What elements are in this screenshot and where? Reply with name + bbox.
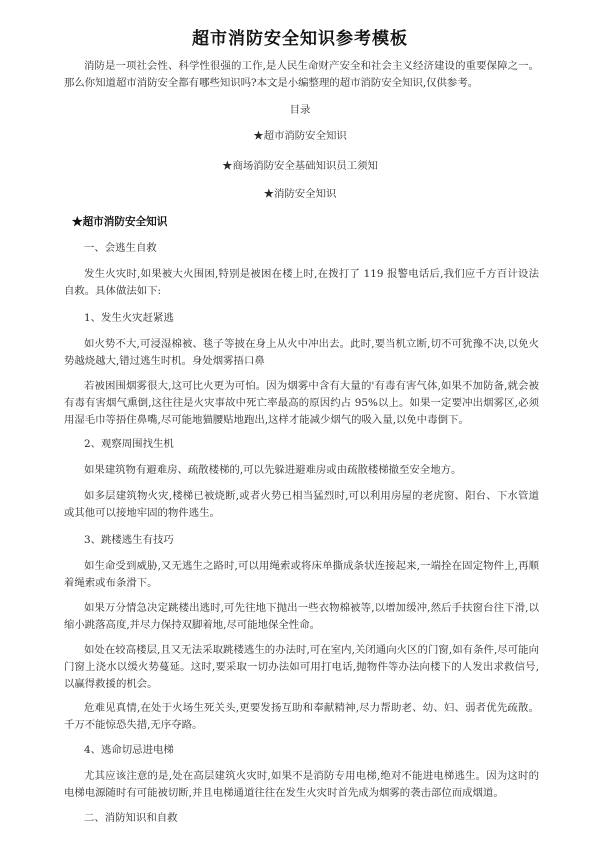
toc-item-3[interactable]: ★消防安全知识 xyxy=(263,188,337,200)
paragraph-1: 发生火灾时,如果被大火围困,特别是被困在楼上时,在拨打了 119 报警电话后,我们应千方百计设法自救。具体做法如下: xyxy=(64,268,539,297)
paragraph-8: 如处在较高楼层,且又无法采取跳楼逃生的办法时,可在室内,关闭通向火区的门窗,如有条件,尽可能向门窗上浇水以缓火势蔓延。这时,要采取一切办法如可用打电话,抛物件等办法向楼下的人发出求救信号,以赢得救援的机会。 xyxy=(64,644,539,690)
paragraph-6: 如生命受到威胁,又无逃生之路时,可以用绳索或将床单撕成条状连接起来,一端拴在固定物件上,再顺着绳索或布条滑下。 xyxy=(64,560,539,589)
heading-escape-quickly: 1、发生火灾赶紧逃 xyxy=(84,312,174,324)
heading-no-elevator: 4、逃命切忌进电梯 xyxy=(84,744,174,756)
paragraph-2: 如火势不大,可浸湿棉被、毯子等披在身上从火中冲出去。此时,要当机立断,切不可犹豫不决,以免火势越烧越大,错过逃生时机。身处烟雾捂口鼻 xyxy=(64,338,539,367)
paragraph-5: 如多层建筑物火灾,楼梯已被烧断,或者火势已相当猛烈时,可以利用房屋的老虎窗、阳台、下水管道或其他可以接地牢固的物件逃生。 xyxy=(64,490,539,519)
paragraph-3: 若被困围烟雾很大,这可比火更为可怕。因为烟雾中含有大量的'有毒有害气体,如果不加防备,就会被有毒有害烟气熏倒,这往往是火灾事故中死亡率最高的原因约占 95%以上。如果一定要冲出烟雾区,必须用湿毛巾等捂住鼻嘴,尽可能地猫腰贴地跑出,这样才能减少烟气的吸入量,以免中毒倒下。 xyxy=(64,380,539,426)
intro-paragraph: 消防是一项社会性、科学性很强的工作,是人民生命财产安全和社会主义经济建设的重要保障之一。那么你知道超市消防安全都有哪些知识吗?本文是小编整理的超市消防安全知识,仅供参考。 xyxy=(64,60,539,89)
toc-item-1[interactable]: ★超市消防安全知识 xyxy=(253,130,347,142)
toc-item-2[interactable]: ★商场消防安全基础知识员工须知 xyxy=(222,160,378,172)
paragraph-10: 尤其应该注意的是,处在高层建筑火灾时,如果不是消防专用电梯,绝对不能进电梯逃生。因为这时的电梯电源随时有可能被切断,并且电梯通道往往在发生火灾时首先成为烟雾的袭击部位而成烟道。 xyxy=(64,770,539,799)
heading-jump-technique: 3、跳楼逃生有技巧 xyxy=(84,534,174,546)
toc-heading: 目录 xyxy=(289,104,311,116)
heading-escape-self-rescue: 一、会逃生自救 xyxy=(84,242,157,254)
paragraph-7: 如果万分情急决定跳楼出逃时,可先往地下抛出一些衣物棉被等,以增加缓冲,然后手扶窗台往下滑,以缩小跳落高度,并尽力保持双脚着地,尽可能地保全性命。 xyxy=(64,602,539,631)
paragraph-9: 危难见真情,在处于火场生死关头,更要发扬互助和奉献精神,尽力帮助老、幼、妇、弱者优先疏散。千万不能惊恐失措,无序夺路。 xyxy=(64,702,539,731)
heading-observe-surroundings: 2、观察周围找生机 xyxy=(84,438,174,450)
document-title: 超市消防安全知识参考模板 xyxy=(192,29,408,49)
paragraph-4: 如果建筑物有避难房、疏散楼梯的,可以先躲进避难房或由疏散楼梯撤至安全地方。 xyxy=(84,464,462,476)
section-title: ★超市消防安全知识 xyxy=(72,216,168,228)
heading-fire-knowledge: 二、消防知识和自救 xyxy=(84,812,178,824)
